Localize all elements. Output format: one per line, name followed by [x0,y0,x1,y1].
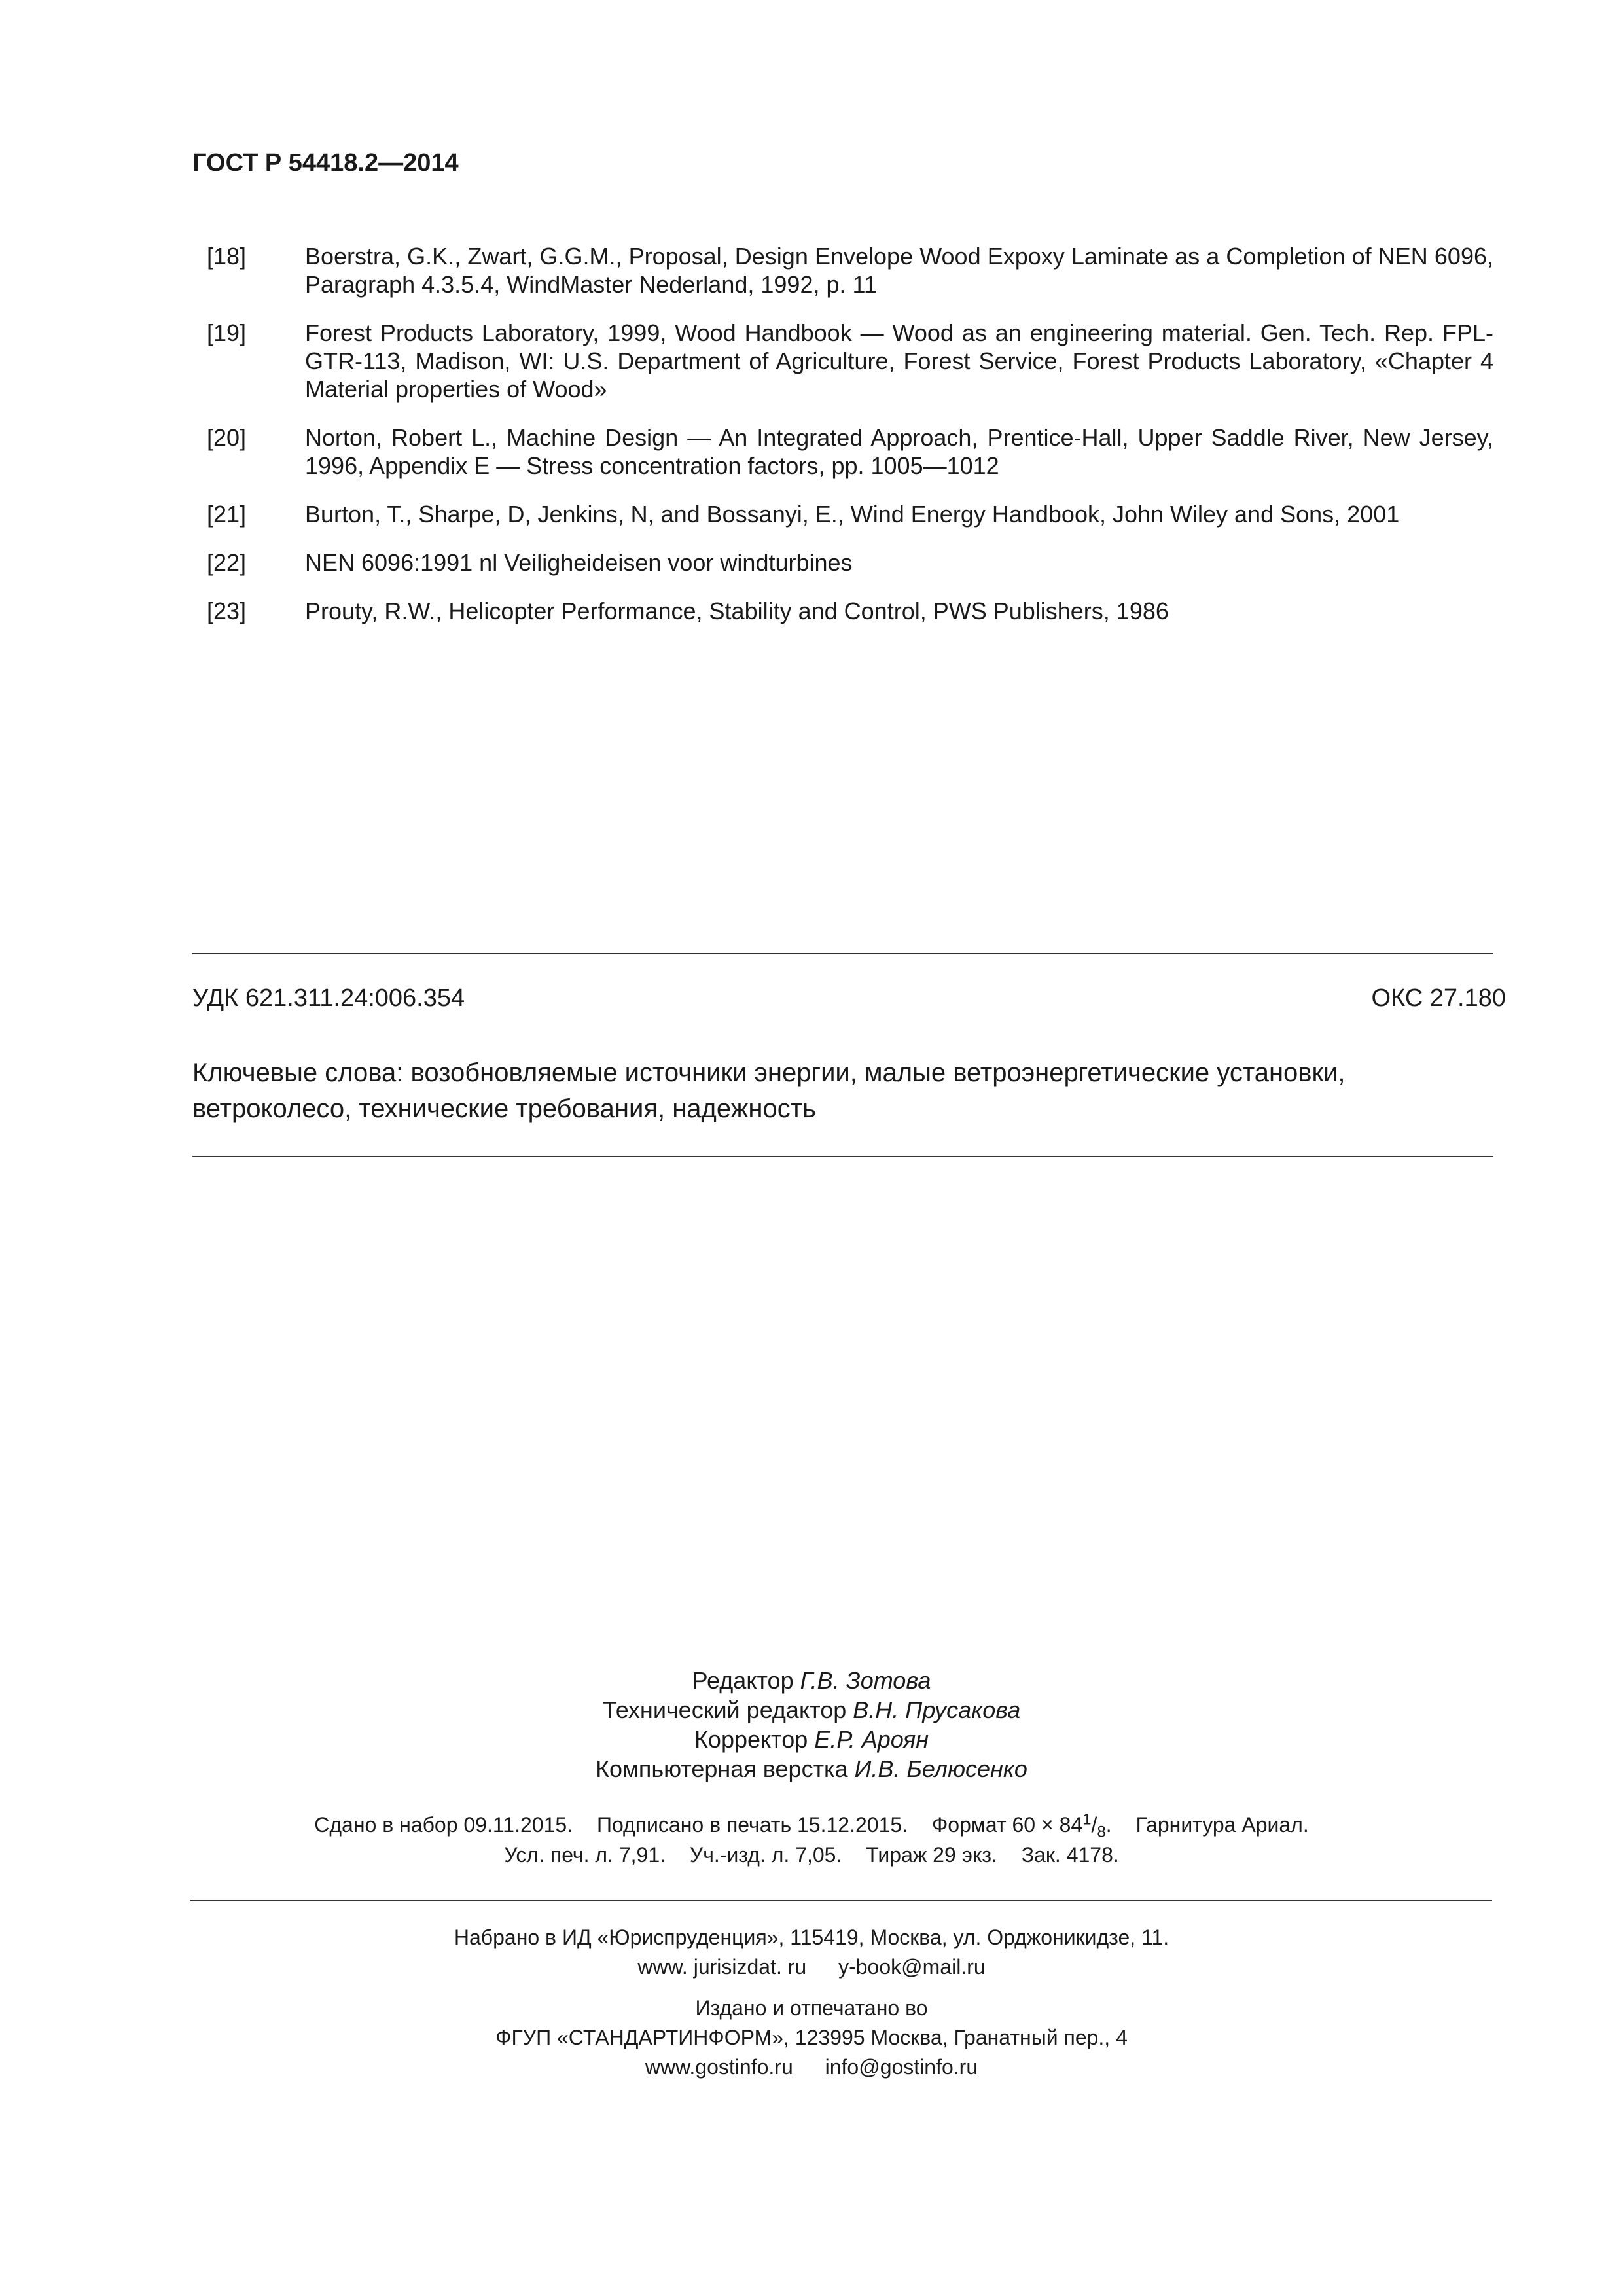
divider-bottom [190,1900,1492,1901]
format: Формат $60 \times 84^1/_8$. [931,1810,1112,1841]
circulation: Тираж 29 экз. [866,1843,997,1867]
publisher-block [0,1923,1623,2082]
print-info-line-1 [0,1810,1623,1840]
divider-keywords [192,1156,1493,1157]
font-info: Гарнитура Ариал. [1135,1813,1309,1837]
reference-text: Burton, T., Sharpe, D, Jenkins, N, and Bossanyi, E., Wind Energy Handbook, John Wiley and Sons, 2001 [305,501,1400,528]
credit-layout [0,1754,1623,1784]
credit-label: Редактор [692,1667,794,1694]
reference-item [207,500,1493,528]
reference-number: [22] [207,549,247,576]
reference-item [207,597,1493,625]
divider-top [192,953,1493,954]
typeset-contacts [0,1952,1623,1982]
reference-text: Forest Products Laboratory, 1999, Wood Handbook — Wood as an engineering material. Gen. Tech. Rep. FPL-GTR-113, Madison, WI: U.S. Department of Agriculture, Forest Service, Forest Products Laboratory, «Chapter 4 Material properties of Wood» [305,319,1493,403]
typeset-email[interactable]: y-book@mail.ru [838,1955,986,1979]
printed-org: ФГУП «СТАНДАРТИНФОРМ», 123995 Москва, Гранатный пер., 4 [495,2026,1128,2049]
printed-label: Издано и отпечатано во [695,1996,928,2020]
reference-text: Prouty, R.W., Helicopter Performance, Stability and Control, PWS Publishers, 1986 [305,598,1169,624]
printed-email[interactable]: info@gostinfo.ru [825,2055,978,2079]
credit-name: Е.Р. Ароян [814,1726,929,1753]
oks-code: ОКС 27.180 [1371,984,1506,1012]
reference-item [207,423,1493,480]
reference-number: [21] [207,501,247,528]
printed-website[interactable]: www.gostinfo.ru [645,2055,793,2079]
typeset-info: Набрано в ИД «Юриспруденция», 115419, Москва, ул. Орджоникидзе, 11. [454,1926,1169,1949]
print-info [0,1810,1623,1870]
printed-contacts [0,2053,1623,2082]
credit-label: Технический редактор [602,1696,847,1723]
signed-date: Подписано в печать 15.12.2015. [596,1813,908,1837]
typeset-website[interactable]: www. jurisizdat. ru [637,1955,807,1979]
udk-code: УДК 621.311.24:006.354 [192,984,465,1012]
keywords: Ключевые слова: возобновляемые источники энергии, малые ветроэнергетические установки, ветроколесо, технические требования, надежность [192,1058,1346,1123]
reference-item [207,242,1493,298]
reference-item [207,548,1493,577]
reference-number: [19] [207,319,247,346]
reference-number: [23] [207,598,247,624]
reference-list [207,242,1493,645]
credit-name: В.Н. Прусакова [853,1696,1021,1723]
reference-text: Norton, Robert L., Machine Design — An Integrated Approach, Prentice-Hall, Upper Saddle River, New Jersey, 1996, Appendix E — Stress concentration factors, pp. 1005—1012 [305,424,1493,479]
credit-editor [0,1666,1623,1695]
credit-label: Корректор [694,1726,808,1753]
credit-tech-editor [0,1695,1623,1725]
order-number: Зак. 4178. [1021,1843,1119,1867]
reference-number: [18] [207,243,247,270]
credit-name: Г.В. Зотова [800,1667,931,1694]
credits-block [0,1666,1623,1784]
credit-label: Компьютерная верстка [596,1755,848,1782]
reference-number: [20] [207,424,247,451]
pub-sheets: Уч.-изд. л. 7,05. [689,1843,842,1867]
document-header: ГОСТ Р 54418.2—2014 [192,149,459,177]
reference-item [207,319,1493,403]
credit-corrector [0,1725,1623,1754]
print-sheets: Усл. печ. л. 7,91. [504,1843,666,1867]
print-info-line-2 [0,1840,1623,1870]
credit-name: И.В. Белюсенко [854,1755,1027,1782]
submitted-date: Сдано в набор 09.11.2015. [314,1813,573,1837]
reference-text: NEN 6096:1991 nl Veiligheideisen voor windturbines [305,549,853,576]
reference-text: Boerstra, G.K., Zwart, G.G.M., Proposal, Design Envelope Wood Expoxy Laminate as a Completion of NEN 6096, Paragraph 4.3.5.4, WindMaster Nederland, 1992, p. 11 [305,243,1493,298]
